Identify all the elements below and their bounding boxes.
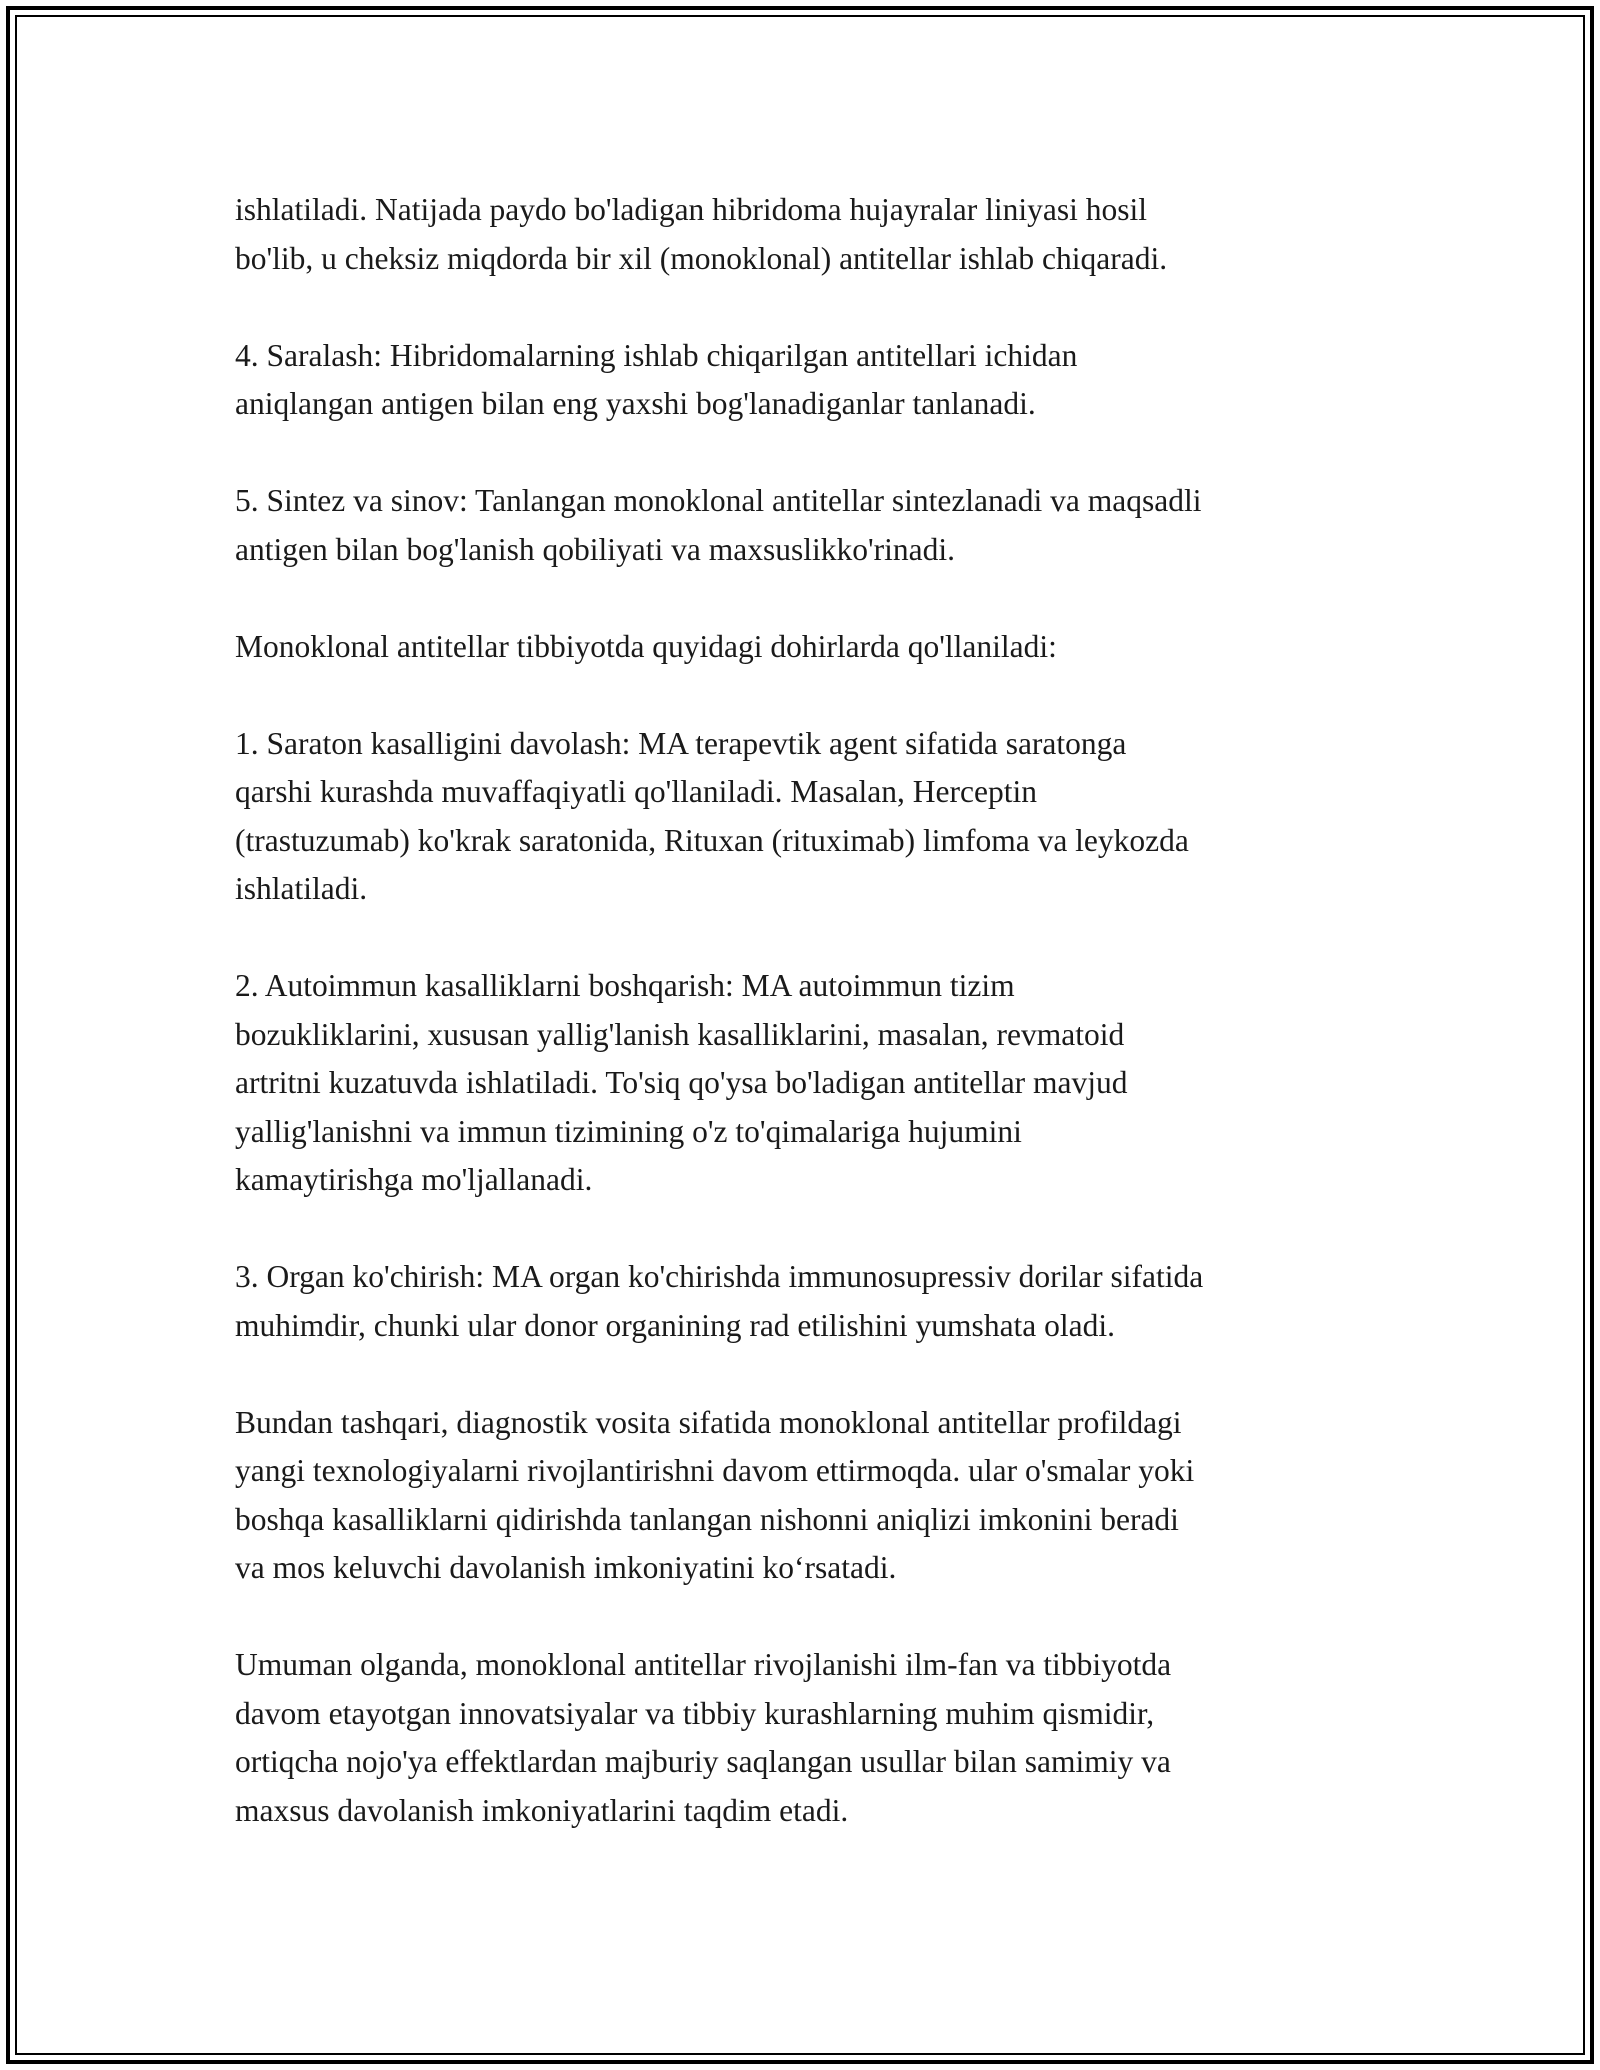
- document-body: [235, 186, 1395, 1835]
- paragraph-step-5-synthesis: 5. Sintez va sinov: Tanlangan monoklonal antitellar sintezlanadi va maqsadli antigen bilan bog'lanish qobiliyati va maxsuslikko'rinadi.: [235, 483, 1202, 567]
- paragraph-conclusion: Umuman olganda, monoklonal antitellar rivojlanishi ilm-fan va tibbiyotda davom etayotgan innovatsiyalar va tibbiy kurashlarning muhim qismidir, ortiqcha nojo'ya effektlardan majburiy saqlangan usullar bilan samimiy va maxsus davolanish imkoniyatlarini taqdim etadi.: [235, 1647, 1172, 1828]
- paragraph-cancer-treatment: 1. Saraton kasalligini davolash: MA terapevtik agent sifatida saratonga qarshi kurashda muvaffaqiyatli qo'llaniladi. Masalan, Herceptin (trastuzumab) ko'krak saratonida, Rituxan (rituximab) limfoma va leykozda ishlatiladi.: [235, 725, 1189, 906]
- paragraph-organ-transplant: 3. Organ ko'chirish: MA organ ko'chirishda immunosupressiv dorilar sifatida muhimdir, chunki ular donor organining rad etilishini yumshata oladi.: [235, 1259, 1204, 1343]
- paragraph-hybridoma-continuation: ishlatiladi. Natijada paydo bo'ladigan hibridoma hujayralar liniyasi hosil bo'lib, u cheksiz miqdorda bir xil (monoklonal) antitellar ishlab chiqaradi.: [235, 192, 1168, 276]
- paragraph-applications-intro: Monoklonal antitellar tibbiyotda quyidagi dohirlarda qo'llaniladi:: [235, 628, 1057, 664]
- paragraph-autoimmune: 2. Autoimmun kasalliklarni boshqarish: MA autoimmun tizim bozukliklarini, xususan yallig'lanish kasalliklarini, masalan, revmatoid artritni kuzatuvda ishlatiladi. To'siq qo'ysa bo'ladigan antitellar mavjud yallig'lanishni va immun tizimining o'z to'qimalariga hujumini kamaytirishga mo'ljallanadi.: [235, 968, 1128, 1197]
- paragraph-step-4-selection: 4. Saralash: Hibridomalarning ishlab chiqarilgan antitellari ichidan aniqlangan antigen bilan eng yaxshi bog'lanadiganlar tanlanadi.: [235, 337, 1078, 421]
- paragraph-diagnostics: Bundan tashqari, diagnostik vosita sifatida monoklonal antitellar profildagi yangi texnologiyalarni rivojlantirishni davom ettirmoqda. ular o'smalar yoki boshqa kasalliklarni qidirishda tanlangan nishonni aniqlizi imkonini beradi va mos keluvchi davolanish imkoniyatini ko‘rsatadi.: [235, 1404, 1195, 1585]
